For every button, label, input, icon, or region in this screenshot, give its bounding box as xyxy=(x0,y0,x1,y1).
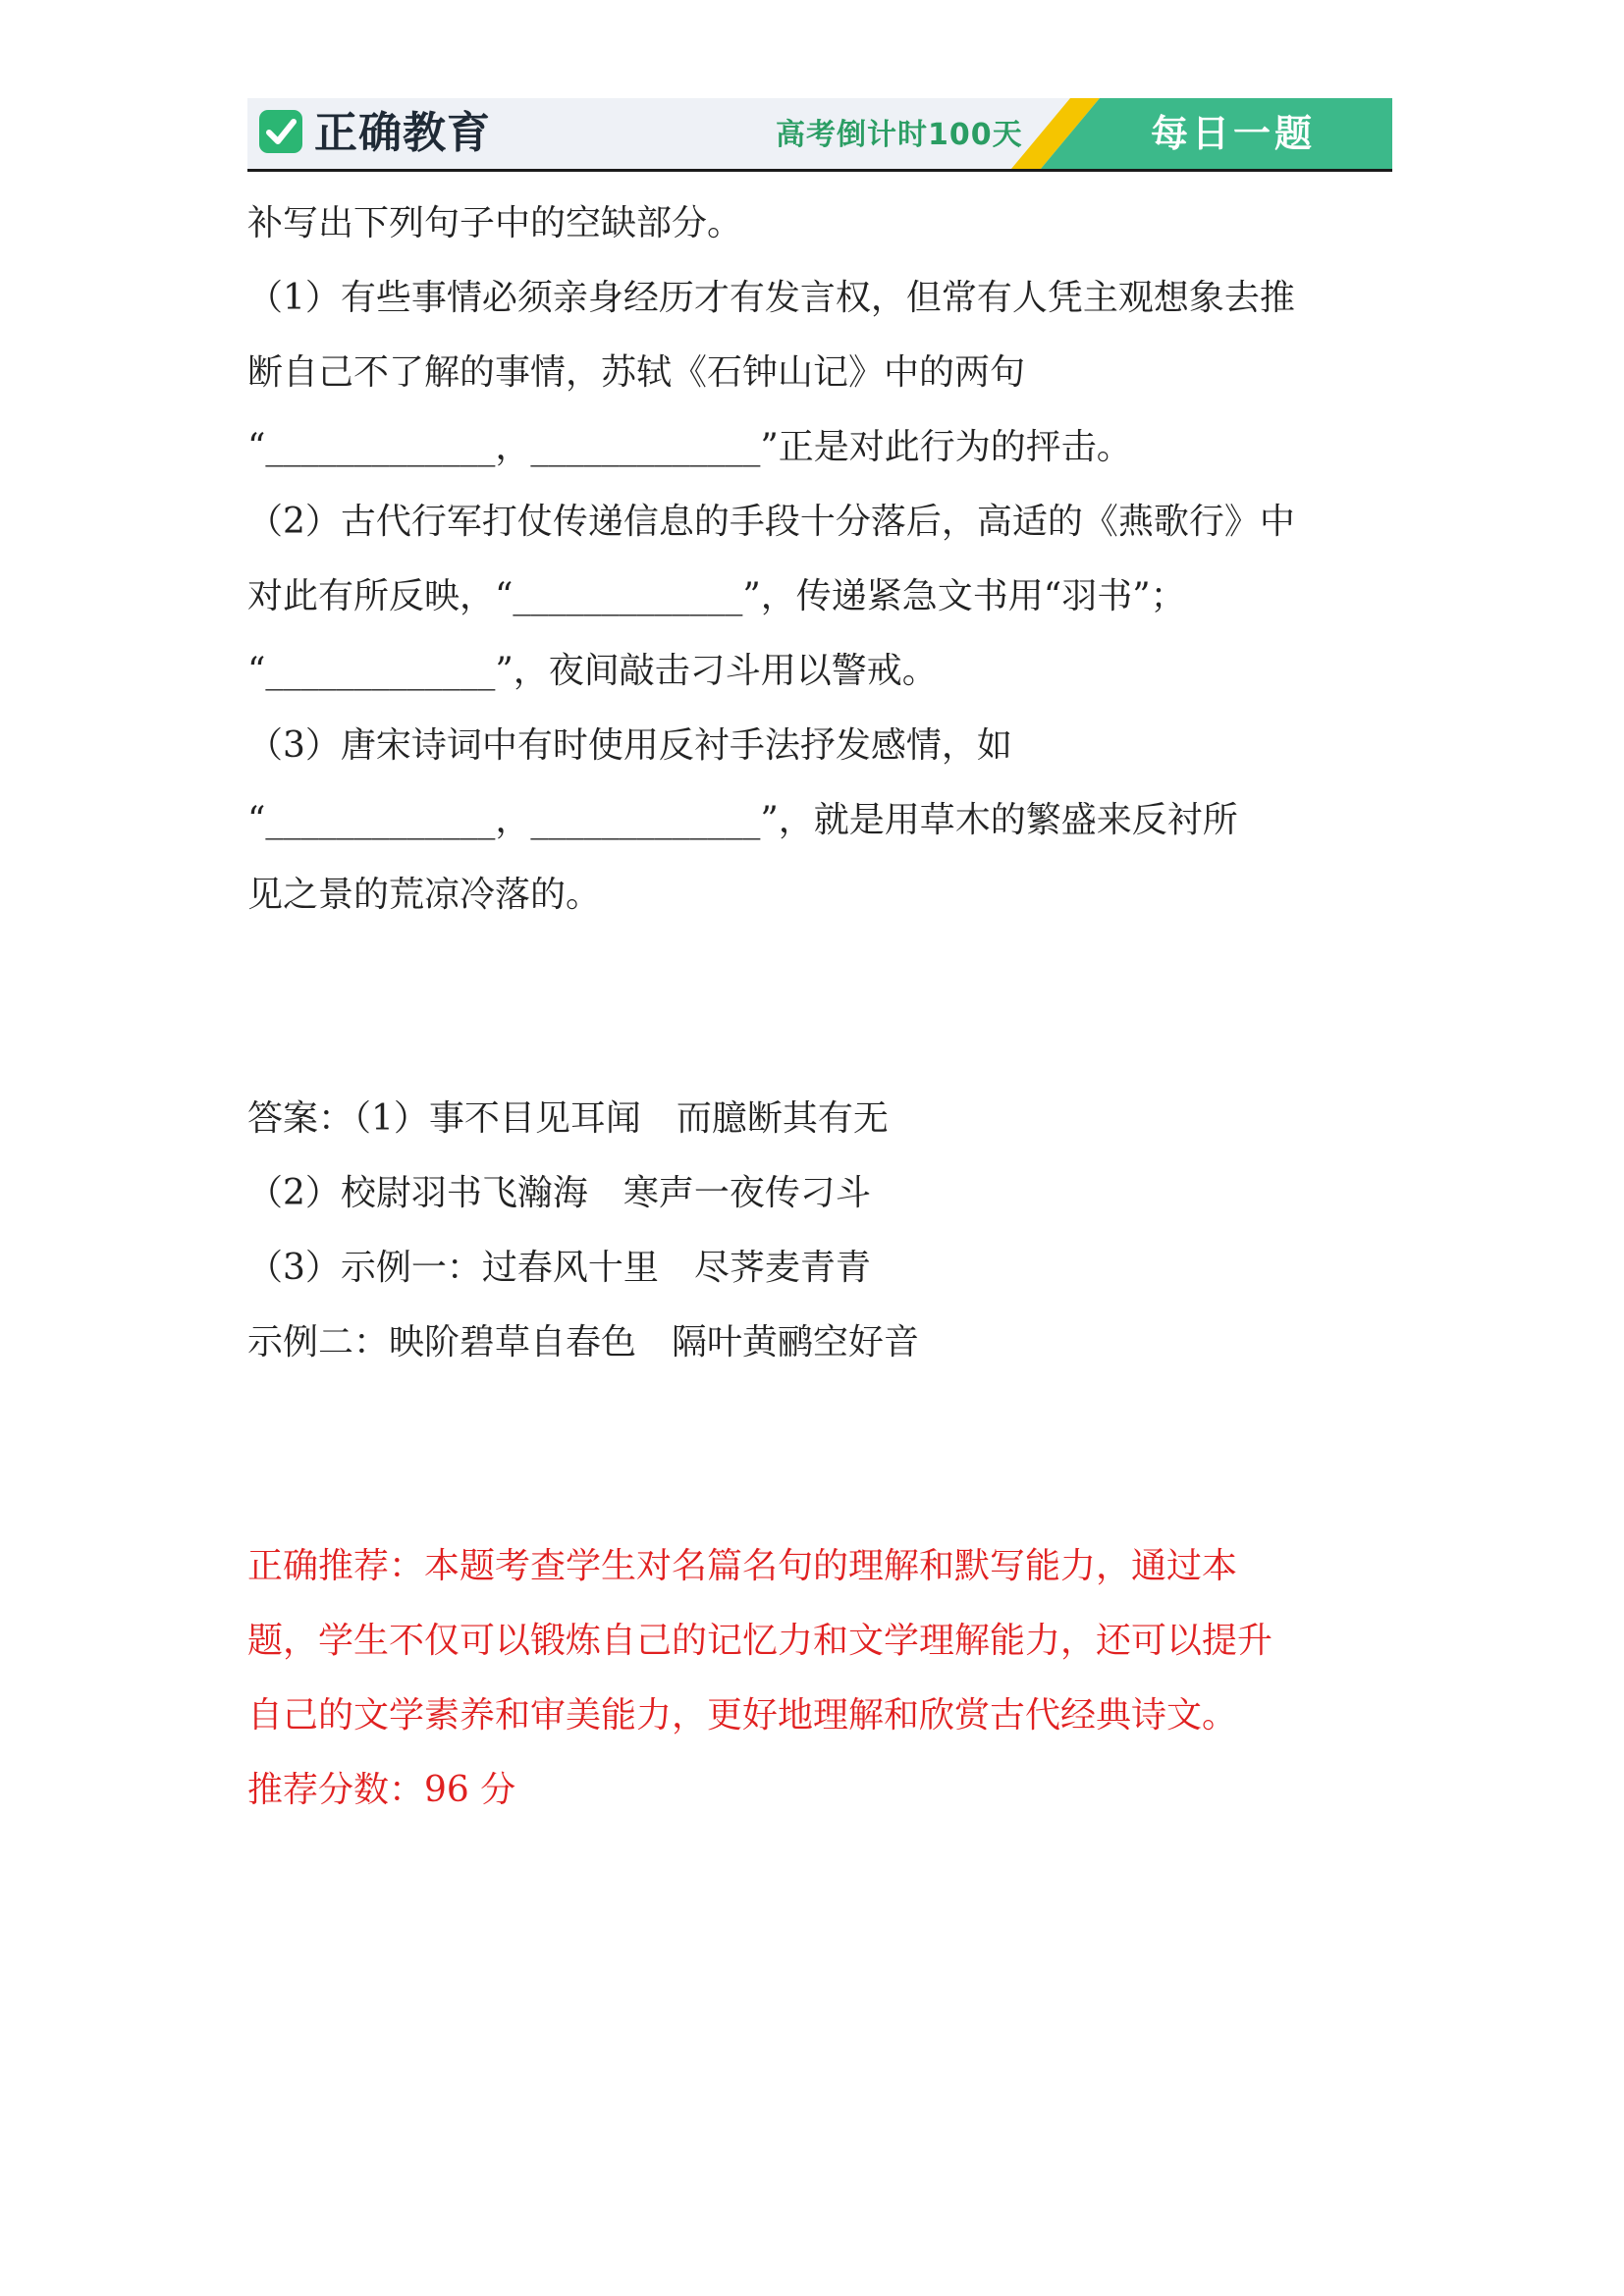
recommendation-line: 正确推荐：本题考查学生对名篇名句的理解和默写能力，通过本 xyxy=(247,1546,1238,1586)
answer-line: （3）示例一：过春风十里 尽荠麦青青 xyxy=(247,1248,871,1288)
recommendation-line: 自己的文学素养和审美能力，更好地理解和欣赏古代经典诗文。 xyxy=(247,1695,1238,1735)
recommendation-section xyxy=(247,1529,1396,1828)
question-line: 补写出下列句子中的空缺部分。 xyxy=(247,203,743,243)
question-section xyxy=(247,187,1396,933)
question-line: “_____________，_____________”正是对此行为的抨击。 xyxy=(247,427,1132,467)
question-line: （3）唐宋诗词中有时使用反衬手法抒发感情，如 xyxy=(247,725,1012,766)
brand-name: 正确教育 xyxy=(314,108,491,158)
answer-line: 示例二：映阶碧草自春色 隔叶黄鹂空好音 xyxy=(247,1322,920,1362)
answer-section xyxy=(247,1082,1396,1380)
question-line: 见之景的荒凉冷落的。 xyxy=(247,875,602,915)
recommendation-line: 题，学生不仅可以锻炼自己的记忆力和文学理解能力，还可以提升 xyxy=(247,1621,1273,1661)
question-line: “_____________，_____________”，就是用草木的繁盛来反衬所 xyxy=(247,800,1238,840)
recommendation-score: 推荐分数：96 分 xyxy=(247,1770,516,1810)
question-line: 断自己不了解的事情，苏轼《石钟山记》中的两句 xyxy=(247,352,1026,393)
question-line: （2）古代行军打仗传递信息的手段十分落后，高适的《燕歌行》中 xyxy=(247,502,1295,542)
answer-line: 答案：（1）事不目见耳闻 而臆断其有无 xyxy=(247,1098,889,1139)
header-divider xyxy=(247,169,1392,172)
question-line: 对此有所反映，“_____________”，传递紧急文书用“羽书”； xyxy=(247,576,1186,616)
daily-question-label: 每日一题 xyxy=(1151,112,1317,155)
header-banner xyxy=(247,98,1392,169)
countdown-label: 高考倒计时100天 xyxy=(776,118,1023,152)
answer-line: （2）校尉羽书飞瀚海 寒声一夜传刁斗 xyxy=(247,1173,871,1213)
question-line: （1）有些事情必须亲身经历才有发言权，但常有人凭主观想象去推 xyxy=(247,278,1295,318)
question-line: “_____________”，夜间敲击刁斗用以警戒。 xyxy=(247,651,938,691)
document-body xyxy=(247,187,1396,1828)
